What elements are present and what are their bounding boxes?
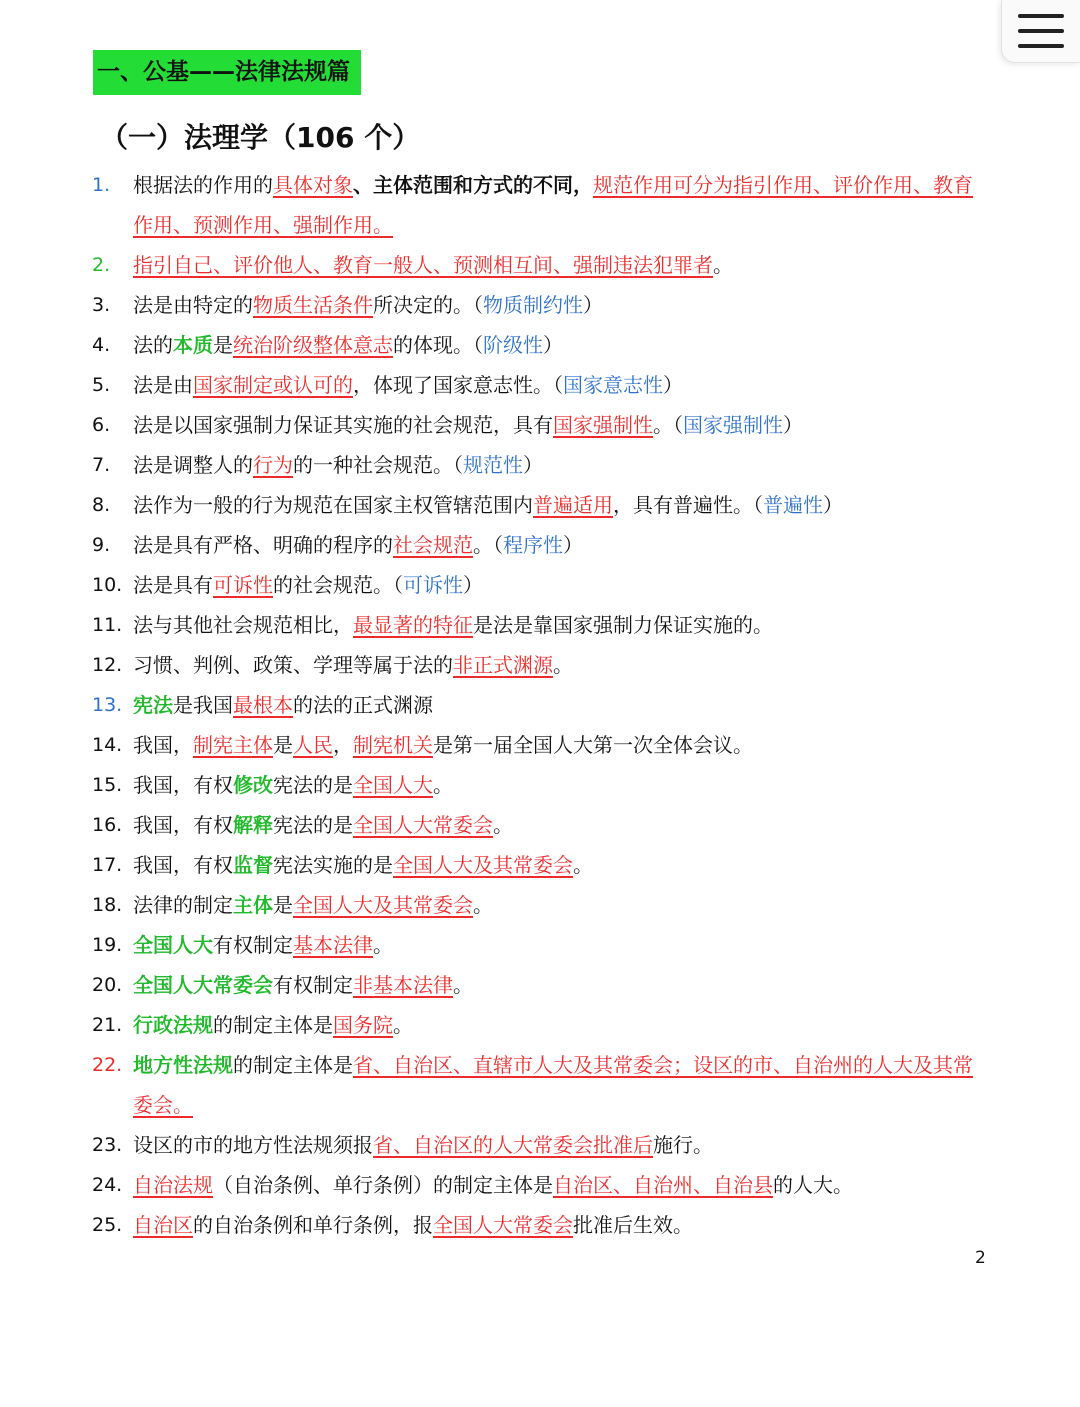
text-segment: 我国， xyxy=(133,733,193,757)
item-text xyxy=(133,1005,992,1045)
keyword-red: 省、自治区、直辖市人大及其常委会；设区的市、自治州的人大及其常委会。 xyxy=(133,1053,973,1117)
list-item xyxy=(92,925,992,965)
text-segment: 的人大。 xyxy=(773,1173,853,1197)
item-text xyxy=(133,1125,992,1165)
text-segment: 法是调整人的 xyxy=(133,453,253,477)
text-segment: 。 xyxy=(453,973,473,997)
keyword-red: 国家制定或认可的 xyxy=(193,373,353,397)
list-item xyxy=(92,605,992,645)
keyword-red: 制宪主体 xyxy=(193,733,273,757)
item-number: 9. xyxy=(92,534,111,556)
text-segment: 。 xyxy=(493,813,513,837)
item-number: 20. xyxy=(92,974,123,996)
keyword-blue: 程序性 xyxy=(503,533,563,557)
list-item xyxy=(92,885,992,925)
item-number: 23. xyxy=(92,1134,123,1156)
list-item xyxy=(92,965,992,1005)
item-text xyxy=(133,445,992,485)
item-text xyxy=(133,965,992,1005)
item-number: 3. xyxy=(92,294,111,316)
keyword-red: 自治法规 xyxy=(133,1173,213,1197)
keyword-green: 地方性法规 xyxy=(133,1053,233,1077)
text-segment: 宪法实施的是 xyxy=(273,853,393,877)
text-segment: 根据法的作用的 xyxy=(133,173,273,197)
text-segment: 法是具有 xyxy=(133,573,213,597)
text-segment: 批准后生效。 xyxy=(573,1213,693,1237)
keyword-red: 非基本法律 xyxy=(353,973,453,997)
text-segment: 的社会规范。（ xyxy=(273,573,403,597)
list-item xyxy=(92,1045,992,1125)
text-segment: 施行。 xyxy=(653,1133,713,1157)
keyword-red: 基本法律 xyxy=(293,933,373,957)
keyword-blue: 可诉性 xyxy=(403,573,463,597)
item-number: 16. xyxy=(92,814,123,836)
keyword-red: 物质生活条件 xyxy=(253,293,373,317)
item-text xyxy=(133,485,992,525)
keyword-red: 国家强制性 xyxy=(553,413,653,437)
text-segment: 有权制定 xyxy=(213,933,293,957)
text-segment: 法作为一般的行为规范在国家主权管辖范围内 xyxy=(133,493,533,517)
item-number: 19. xyxy=(92,934,123,956)
item-text xyxy=(133,885,992,925)
item-text xyxy=(133,605,992,645)
text-segment: 是法是靠国家强制力保证实施的。 xyxy=(473,613,773,637)
text-segment: 的法的正式渊源 xyxy=(293,693,433,717)
item-number: 6. xyxy=(92,414,111,436)
item-number: 11. xyxy=(92,614,123,636)
text-segment: 。 xyxy=(573,853,593,877)
text-segment: 宪法的是 xyxy=(273,773,353,797)
keyword-red: 省、自治区的人大常委会批准后 xyxy=(373,1133,653,1157)
item-number: 5. xyxy=(92,374,111,396)
text-segment: 宪法的是 xyxy=(273,813,353,837)
keyword-green: 行政法规 xyxy=(133,1013,213,1037)
list-item xyxy=(92,285,992,325)
section-heading: 一、公基——法律法规篇 xyxy=(93,50,361,95)
text-segment: 。 xyxy=(373,933,393,957)
text-segment: ） xyxy=(463,573,483,597)
list-item xyxy=(92,445,992,485)
item-text xyxy=(133,405,992,445)
text-segment: 。（ xyxy=(653,413,683,437)
text-segment: 法是由 xyxy=(133,373,193,397)
text-segment: 法是具有严格、明确的程序的 xyxy=(133,533,393,557)
list-item xyxy=(92,685,992,725)
list-item xyxy=(92,725,992,765)
text-segment: （自治条例、单行条例）的制定主体是 xyxy=(213,1173,553,1197)
keyword-red: 具体对象 xyxy=(273,173,353,197)
item-number: 2. xyxy=(92,254,111,276)
text-segment: ） xyxy=(583,293,603,317)
text-segment: ） xyxy=(783,413,803,437)
text-segment: ） xyxy=(823,493,843,517)
text-segment: ） xyxy=(663,373,683,397)
item-number: 24. xyxy=(92,1174,123,1196)
text-segment: 是第一届全国人大第一次全体会议。 xyxy=(433,733,753,757)
keyword-red: 自治区 xyxy=(133,1213,193,1237)
keyword-red: 全国人大 xyxy=(353,773,433,797)
keyword-red: 人民 xyxy=(293,733,333,757)
text-segment: 我国，有权 xyxy=(133,853,233,877)
text-segment: 的一种社会规范。（ xyxy=(293,453,463,477)
text-segment: 我国，有权 xyxy=(133,813,233,837)
keyword-green: 主体 xyxy=(233,893,273,917)
list-item xyxy=(92,565,992,605)
text-segment: 所决定的。（ xyxy=(373,293,483,317)
text-segment: 。 xyxy=(713,253,733,277)
text-segment: 是 xyxy=(213,333,233,357)
keyword-red: 自治区、自治州、自治县 xyxy=(553,1173,773,1197)
text-segment: 习惯、判例、政策、学理等属于法的 xyxy=(133,653,453,677)
item-number: 8. xyxy=(92,494,111,516)
list-item xyxy=(92,765,992,805)
list-item xyxy=(92,845,992,885)
text-segment: 是 xyxy=(273,733,293,757)
item-text xyxy=(133,765,992,805)
list-item xyxy=(92,1205,992,1245)
keyword-red: 非正式渊源 xyxy=(453,653,553,677)
text-segment: 法与其他社会规范相比， xyxy=(133,613,353,637)
hamburger-menu-icon xyxy=(1018,14,1064,48)
item-text xyxy=(133,165,992,245)
keyword-red: 可诉性 xyxy=(213,573,273,597)
list-item xyxy=(92,1165,992,1205)
keyword-red: 全国人大常委会 xyxy=(433,1213,573,1237)
keyword-red: 全国人大及其常委会 xyxy=(293,893,473,917)
keyword-red: 制宪机关 xyxy=(353,733,433,757)
item-text xyxy=(133,325,992,365)
item-text xyxy=(133,725,992,765)
keyword-red: 统治阶级整体意志 xyxy=(233,333,393,357)
item-text xyxy=(133,525,992,565)
list-item xyxy=(92,245,992,285)
keyword-green: 全国人大常委会 xyxy=(133,973,273,997)
text-segment: 的自治条例和单行条例，报 xyxy=(193,1213,433,1237)
item-text xyxy=(133,285,992,325)
menu-button[interactable] xyxy=(1001,0,1080,63)
text-segment: 法的 xyxy=(133,333,173,357)
keyword-red: 普遍适用 xyxy=(533,493,613,517)
item-number: 1. xyxy=(92,174,111,196)
list-item xyxy=(92,365,992,405)
item-list xyxy=(92,165,992,1245)
keyword-green: 监督 xyxy=(233,853,273,877)
keyword-red: 国务院 xyxy=(333,1013,393,1037)
item-number: 10. xyxy=(92,574,123,596)
item-number: 25. xyxy=(92,1214,123,1236)
keyword-green: 修改 xyxy=(233,773,273,797)
item-text xyxy=(133,685,992,725)
list-item xyxy=(92,645,992,685)
text-segment: 。 xyxy=(553,653,573,677)
keyword-red: 规范作用可分为指引作用、评价作用、教育作用、预测作用、强制作用。 xyxy=(133,173,973,237)
item-number: 4. xyxy=(92,334,111,356)
list-item xyxy=(92,405,992,445)
text-segment: 有权制定 xyxy=(273,973,353,997)
text-segment: 。 xyxy=(433,773,453,797)
keyword-green: 宪法 xyxy=(133,693,173,717)
keyword-blue: 国家意志性 xyxy=(563,373,663,397)
keyword-red: 指引自己、评价他人、教育一般人、预测相互间、强制违法犯罪者 xyxy=(133,253,713,277)
list-item xyxy=(92,485,992,525)
page-number: 2 xyxy=(975,1248,986,1268)
sub-heading: （一）法理学（106 个） xyxy=(100,121,421,154)
item-text xyxy=(133,1165,992,1205)
keyword-blue: 阶级性 xyxy=(483,333,543,357)
item-text xyxy=(133,925,992,965)
text-segment: 。 xyxy=(473,893,493,917)
text-segment: ） xyxy=(543,333,563,357)
item-text xyxy=(133,365,992,405)
text-segment: 法律的制定 xyxy=(133,893,233,917)
keyword-red: 最显著的特征 xyxy=(353,613,473,637)
keyword-green: 全国人大 xyxy=(133,933,213,957)
list-item xyxy=(92,805,992,845)
item-number: 14. xyxy=(92,734,123,756)
text-segment: 法是以国家强制力保证其实施的社会规范，具有 xyxy=(133,413,553,437)
item-text xyxy=(133,1205,992,1245)
keyword-blue: 物质制约性 xyxy=(483,293,583,317)
text-segment: ） xyxy=(563,533,583,557)
item-number: 15. xyxy=(92,774,123,796)
list-item xyxy=(92,525,992,565)
item-number: 17. xyxy=(92,854,123,876)
item-text xyxy=(133,565,992,605)
text-segment: 的制定主体是 xyxy=(213,1013,333,1037)
item-number: 13. xyxy=(92,694,123,716)
keyword-blue: 国家强制性 xyxy=(683,413,783,437)
item-number: 7. xyxy=(92,454,111,476)
item-number: 18. xyxy=(92,894,123,916)
item-number: 22. xyxy=(92,1054,123,1076)
list-item xyxy=(92,325,992,365)
keyword-green: 本质 xyxy=(173,333,213,357)
keyword-red: 社会规范 xyxy=(393,533,473,557)
keyword-red: 全国人大常委会 xyxy=(353,813,493,837)
item-number: 21. xyxy=(92,1014,123,1036)
text-segment: 。 xyxy=(393,1013,413,1037)
item-text xyxy=(133,1045,992,1125)
keyword-blue: 普遍性 xyxy=(763,493,823,517)
text-segment: 我国，有权 xyxy=(133,773,233,797)
list-item xyxy=(92,1125,992,1165)
keyword-red: 全国人大及其常委会 xyxy=(393,853,573,877)
list-item xyxy=(92,165,992,245)
text-segment: 设区的市的地方性法规须报 xyxy=(133,1133,373,1157)
text-segment: ，体现了国家意志性。（ xyxy=(353,373,563,397)
text-segment: ， xyxy=(333,733,353,757)
text-segment: 。（ xyxy=(473,533,503,557)
item-text xyxy=(133,645,992,685)
text-segment: 法是由特定的 xyxy=(133,293,253,317)
text-segment: ，具有普遍性。（ xyxy=(613,493,763,517)
text-segment: 是 xyxy=(273,893,293,917)
item-text xyxy=(133,245,992,285)
item-text xyxy=(133,845,992,885)
keyword-green: 解释 xyxy=(233,813,273,837)
list-item xyxy=(92,1005,992,1045)
item-text xyxy=(133,805,992,845)
text-segment: ） xyxy=(523,453,543,477)
item-number: 12. xyxy=(92,654,123,676)
text-segment: 的体现。（ xyxy=(393,333,483,357)
keyword-red: 行为 xyxy=(253,453,293,477)
text-segment: 的制定主体是 xyxy=(233,1053,353,1077)
text-segment: 是我国 xyxy=(173,693,233,717)
keyword-blue: 规范性 xyxy=(463,453,523,477)
keyword-red: 最根本 xyxy=(233,693,293,717)
text-bold: 、主体范围和方式的不同， xyxy=(353,173,593,197)
